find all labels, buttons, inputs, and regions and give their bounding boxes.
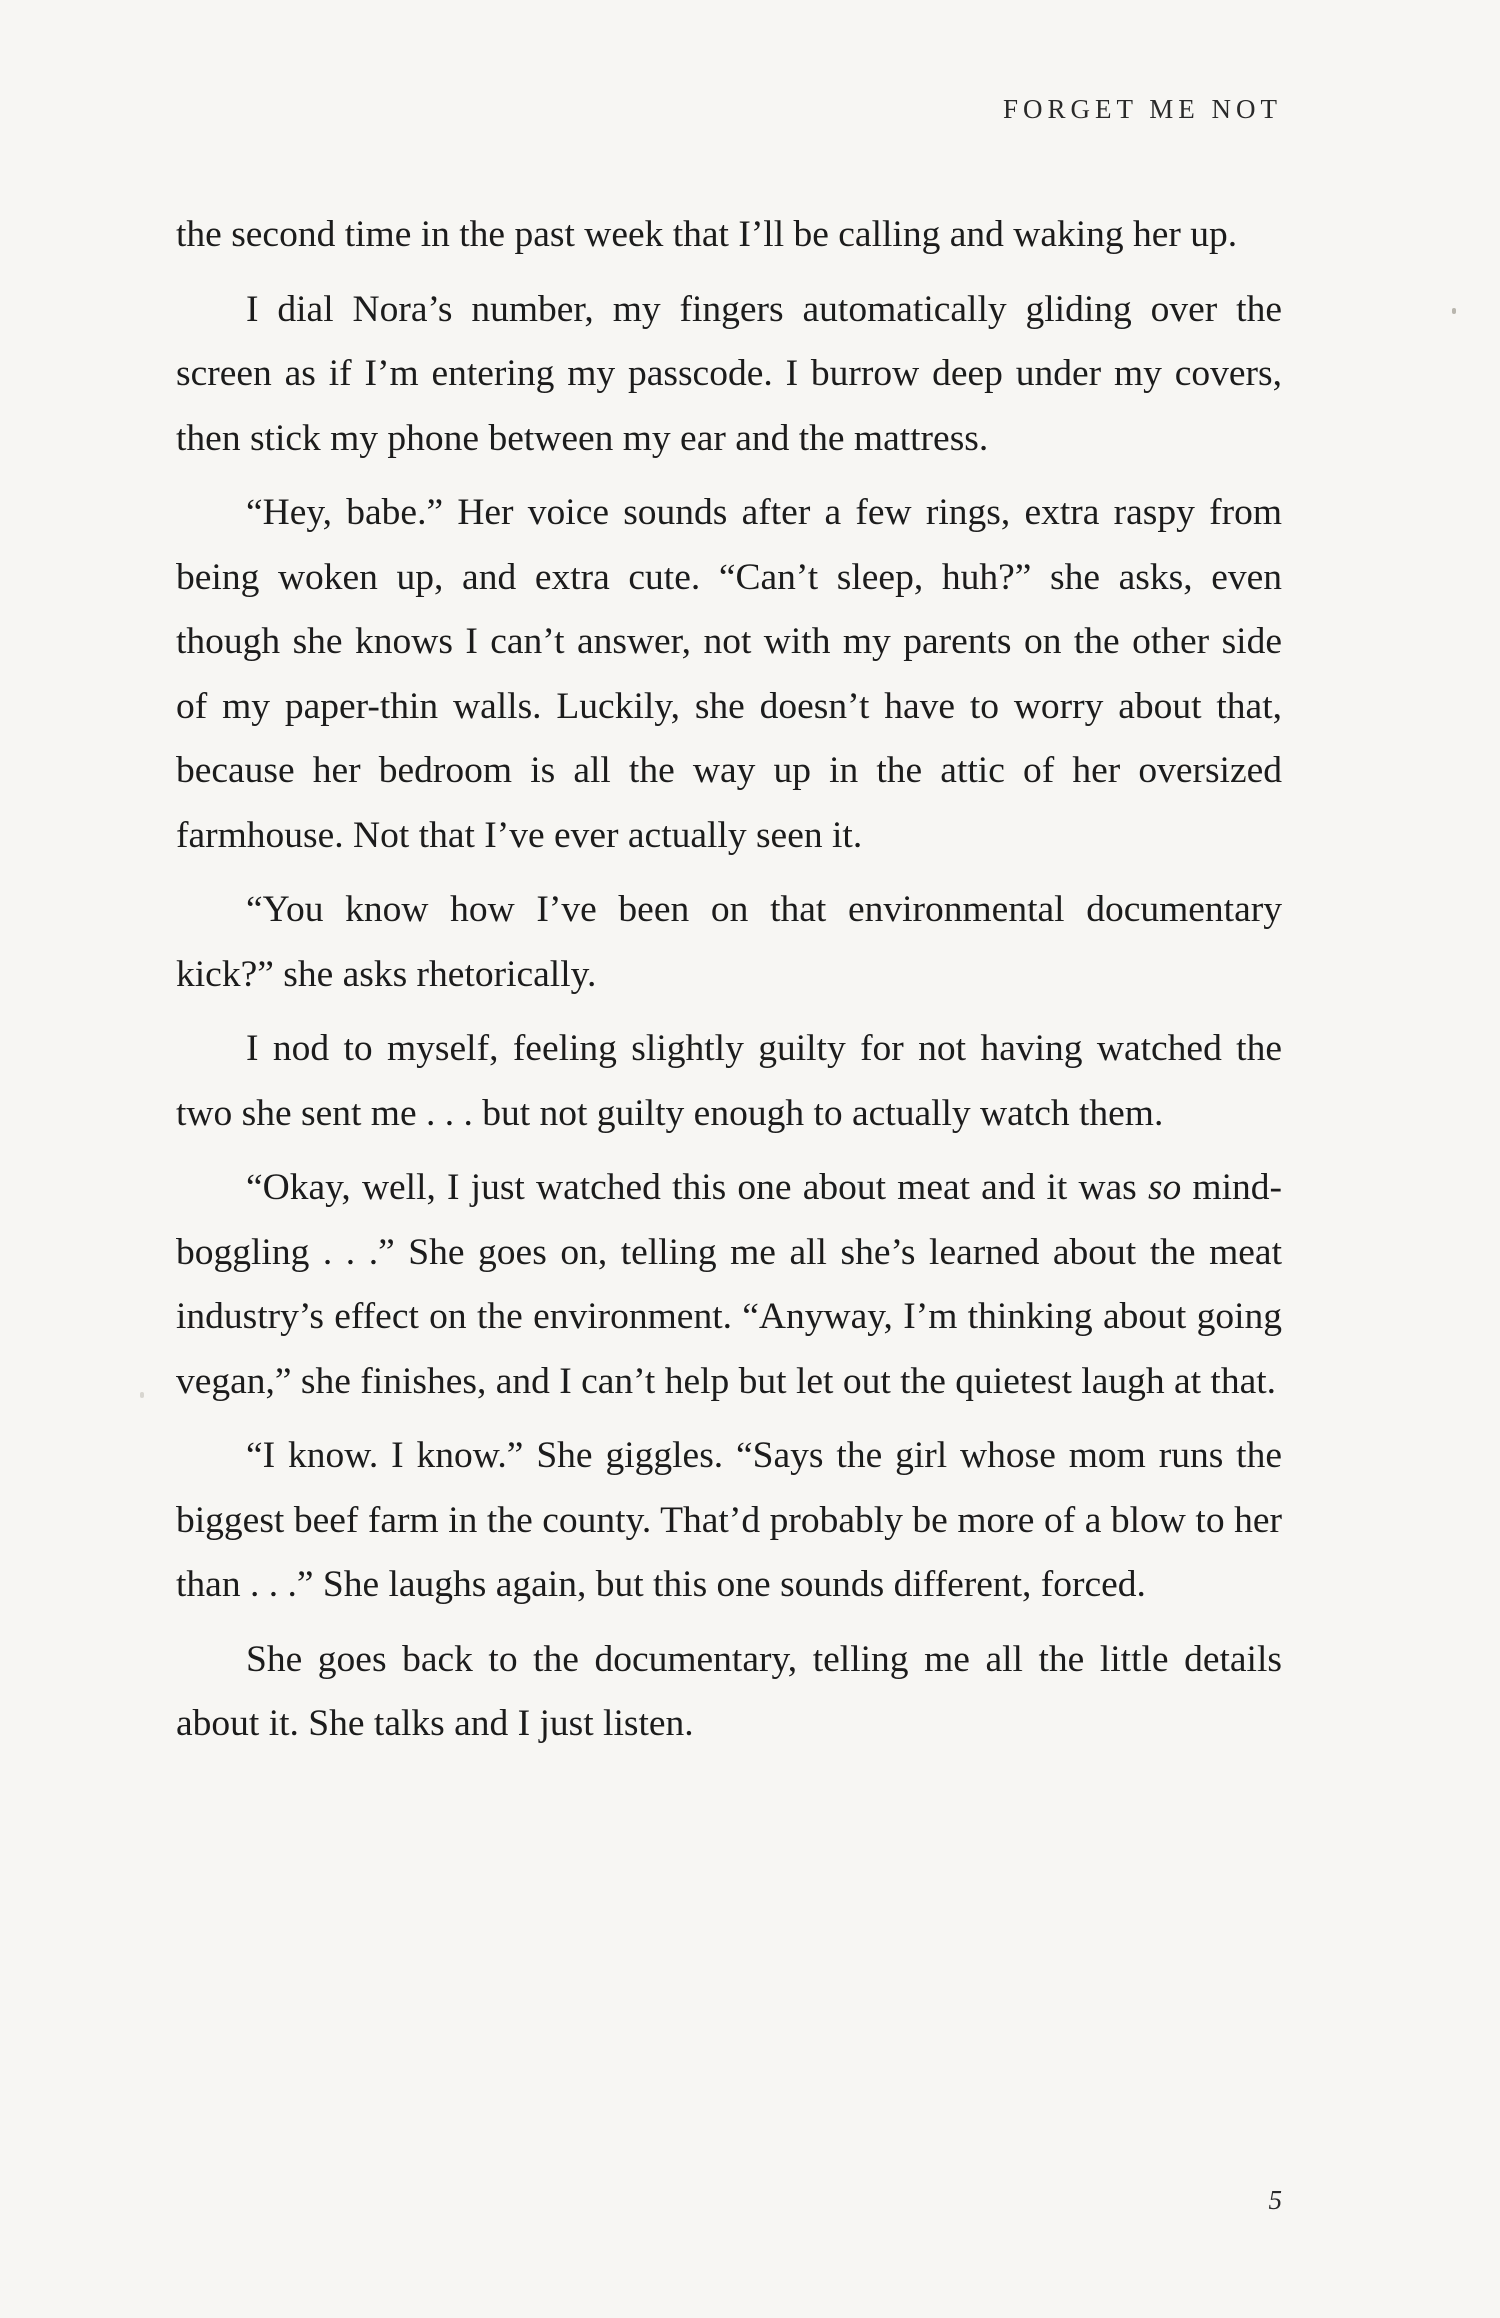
paragraph-7: “I know. I know.” She giggles. “Says the girl whose mom runs the biggest beef farm in the county. That’d probably be more of a blow to her than . . .” She laughs again, but this one sounds different, forced. — [176, 1435, 1282, 1605]
paragraph-4: “You know how I’ve been on that environmental documentary kick?” she asks rhetorically. — [176, 889, 1282, 995]
body-text — [176, 203, 1282, 1767]
paragraph-6-start: “Okay, well, I just watched this one about meat and it was — [246, 1167, 1148, 1208]
paragraph-2: I dial Nora’s number, my fingers automatically gliding over the screen as if I’m entering my passcode. I burrow deep under my covers, then stick my phone between my ear and the mattress. — [176, 288, 1282, 459]
page-number: 5 — [1268, 2185, 1282, 2215]
paragraph-5: I nod to myself, feeling slightly guilty for not having watched the two she sent me . . . but not guilty enough to actually watch them. — [176, 1028, 1282, 1134]
paragraph-3: “Hey, babe.” Her voice sounds after a few rings, extra raspy from being woken up, and extra cute. “Can’t sleep, huh?” she asks, even though she knows I can’t answer, not with my parents on the other side of my paper-thin walls. Luckily, she doesn’t have to worry about that, because her bedroom is all the way up in the attic of her oversized farmhouse. Not that I’ve ever actually seen it. — [176, 492, 1282, 856]
paragraph-6 — [176, 1156, 1282, 1414]
paragraph-6-end: mind-boggling . . .” She goes on, telling me all she’s learned about the meat industry’s effect on the environment. “Anyway, I’m thinking about going vegan,” she finishes, and I can’t help but let out the quietest laugh at that. — [176, 1167, 1283, 1402]
paragraph-8: She goes back to the documentary, telling me all the little details about it. She talks and I just listen. — [176, 1638, 1282, 1744]
running-head: FORGET ME NOT — [1002, 94, 1282, 124]
paragraph-1: the second time in the past week that I’ll be calling and waking her up. — [176, 214, 1238, 255]
paper-speck — [1452, 308, 1456, 314]
paragraph-6-emphasis: so — [1147, 1167, 1182, 1208]
paper-speck — [140, 1392, 144, 1398]
